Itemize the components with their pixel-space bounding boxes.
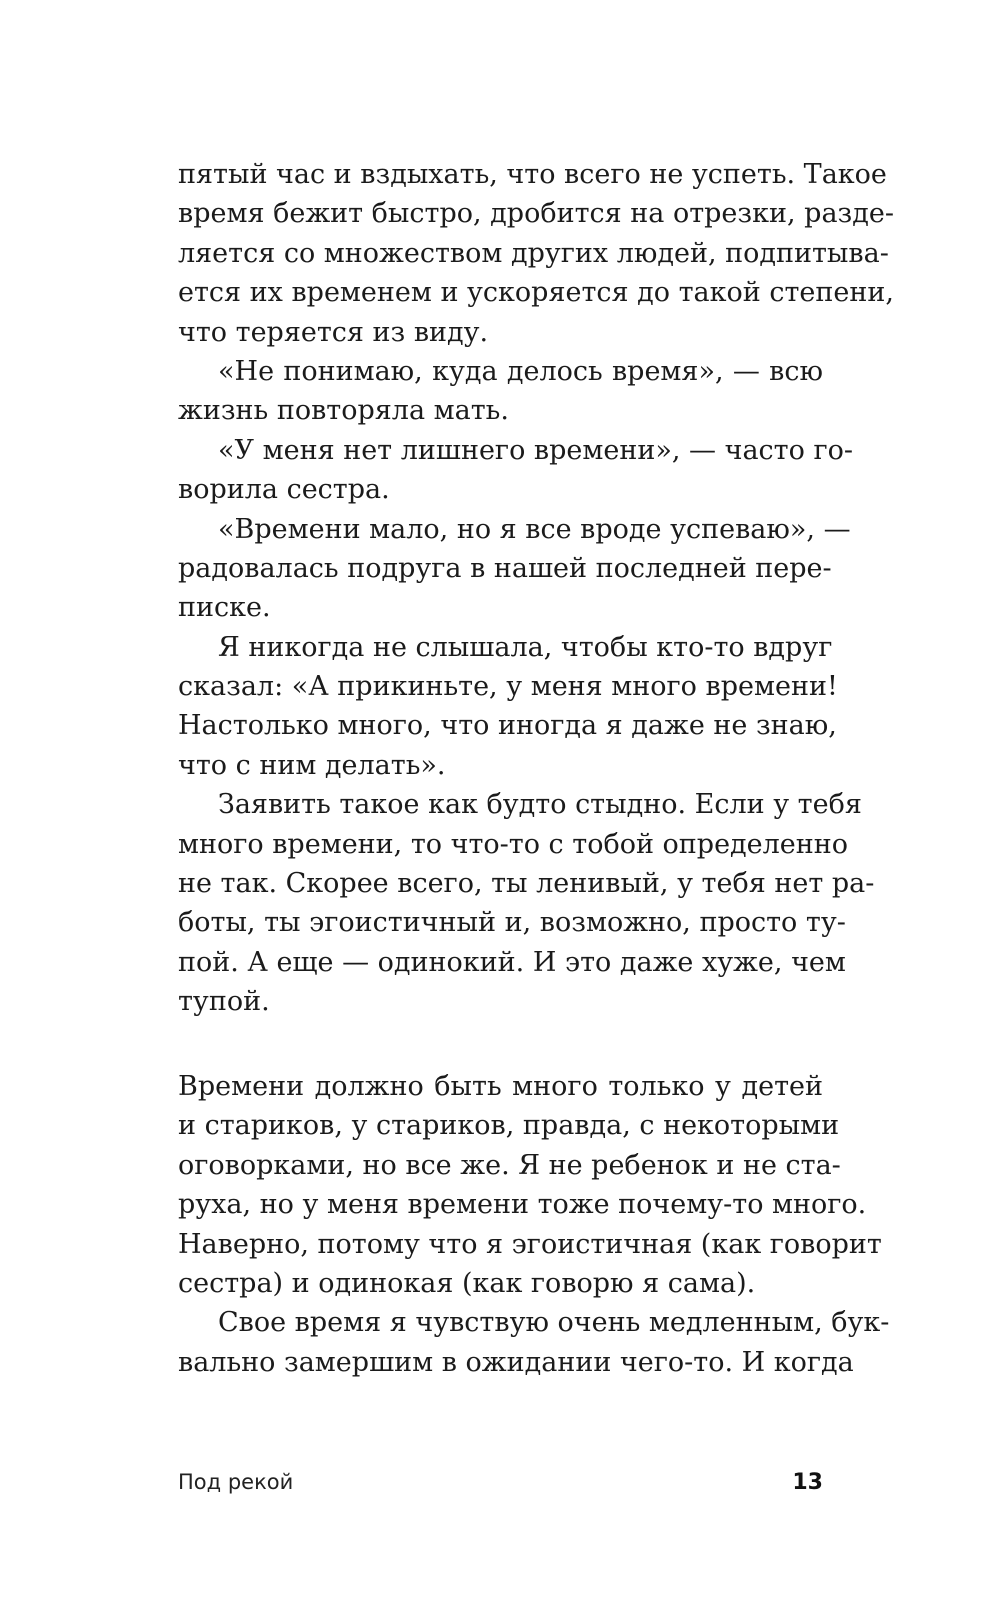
text-line: Я никогда не слышала, чтобы кто-то вдруг: [218, 631, 833, 663]
text-line: и стариков, у стариков, правда, с некоторыми: [178, 1110, 840, 1142]
text-section-2: [178, 1067, 890, 1382]
text-line: ляется со множеством других людей, подпитыва-: [178, 237, 889, 269]
text-line: ется их временем и ускоряется до такой степени,: [178, 277, 894, 309]
text-line: что теряется из виду.: [178, 316, 489, 348]
text-line: руха, но у меня времени тоже почему-то много.: [178, 1189, 867, 1221]
text-line: радовалась подруга в нашей последней пере-: [178, 552, 832, 584]
text-line: что с ним делать».: [178, 749, 446, 781]
text-line: Свое время я чувствую очень медленным, бук-: [218, 1307, 890, 1339]
text-line: «У меня нет лишнего времени», — часто го-: [218, 434, 853, 466]
text-line: время бежит быстро, дробится на отрезки, разде-: [178, 198, 894, 230]
text-line: сестра) и одинокая (как говорю я сама).: [178, 1267, 756, 1299]
text-line: жизнь повторяла мать.: [178, 395, 509, 427]
text-line: Наверно, потому что я эгоистичная (как говорит: [178, 1228, 882, 1260]
text-line: Настолько много, что иногда я даже не знаю,: [178, 710, 837, 742]
text-line: «Не понимаю, куда делось время», — всю: [218, 355, 823, 387]
text-line: тупой.: [178, 986, 270, 1018]
text-line: писке.: [178, 592, 271, 624]
text-line: Заявить такое как будто стыдно. Если у тебя: [218, 789, 862, 821]
text-line: Времени должно быть много только у детей: [178, 1071, 823, 1102]
page-number: 13: [792, 1470, 823, 1495]
text-line: вально замершим в ожидании чего-то. И когда: [178, 1346, 854, 1378]
text-line: боты, ты эгоистичный и, возможно, просто ту-: [178, 907, 846, 939]
text-line: пой. А еще — одинокий. И это даже хуже, чем: [178, 946, 846, 978]
text-line: много времени, то что-то с тобой определенно: [178, 828, 849, 860]
text-line: ворила сестра.: [178, 474, 390, 506]
text-section-1: [178, 155, 894, 1022]
text-line: не так. Скорее всего, ты ленивый, у тебя нет ра-: [178, 868, 875, 900]
text-line: сказал: «А прикиньте, у меня много времени!: [178, 671, 838, 703]
text-line: «Времени мало, но я все вроде успеваю», —: [218, 513, 851, 545]
page-footer: [178, 1470, 823, 1502]
running-title: Под рекой: [178, 1470, 294, 1494]
text-line: оговорками, но все же. Я не ребенок и не ста-: [178, 1149, 841, 1181]
text-line: пятый час и вздыхать, что всего не успеть. Такое: [178, 159, 887, 190]
